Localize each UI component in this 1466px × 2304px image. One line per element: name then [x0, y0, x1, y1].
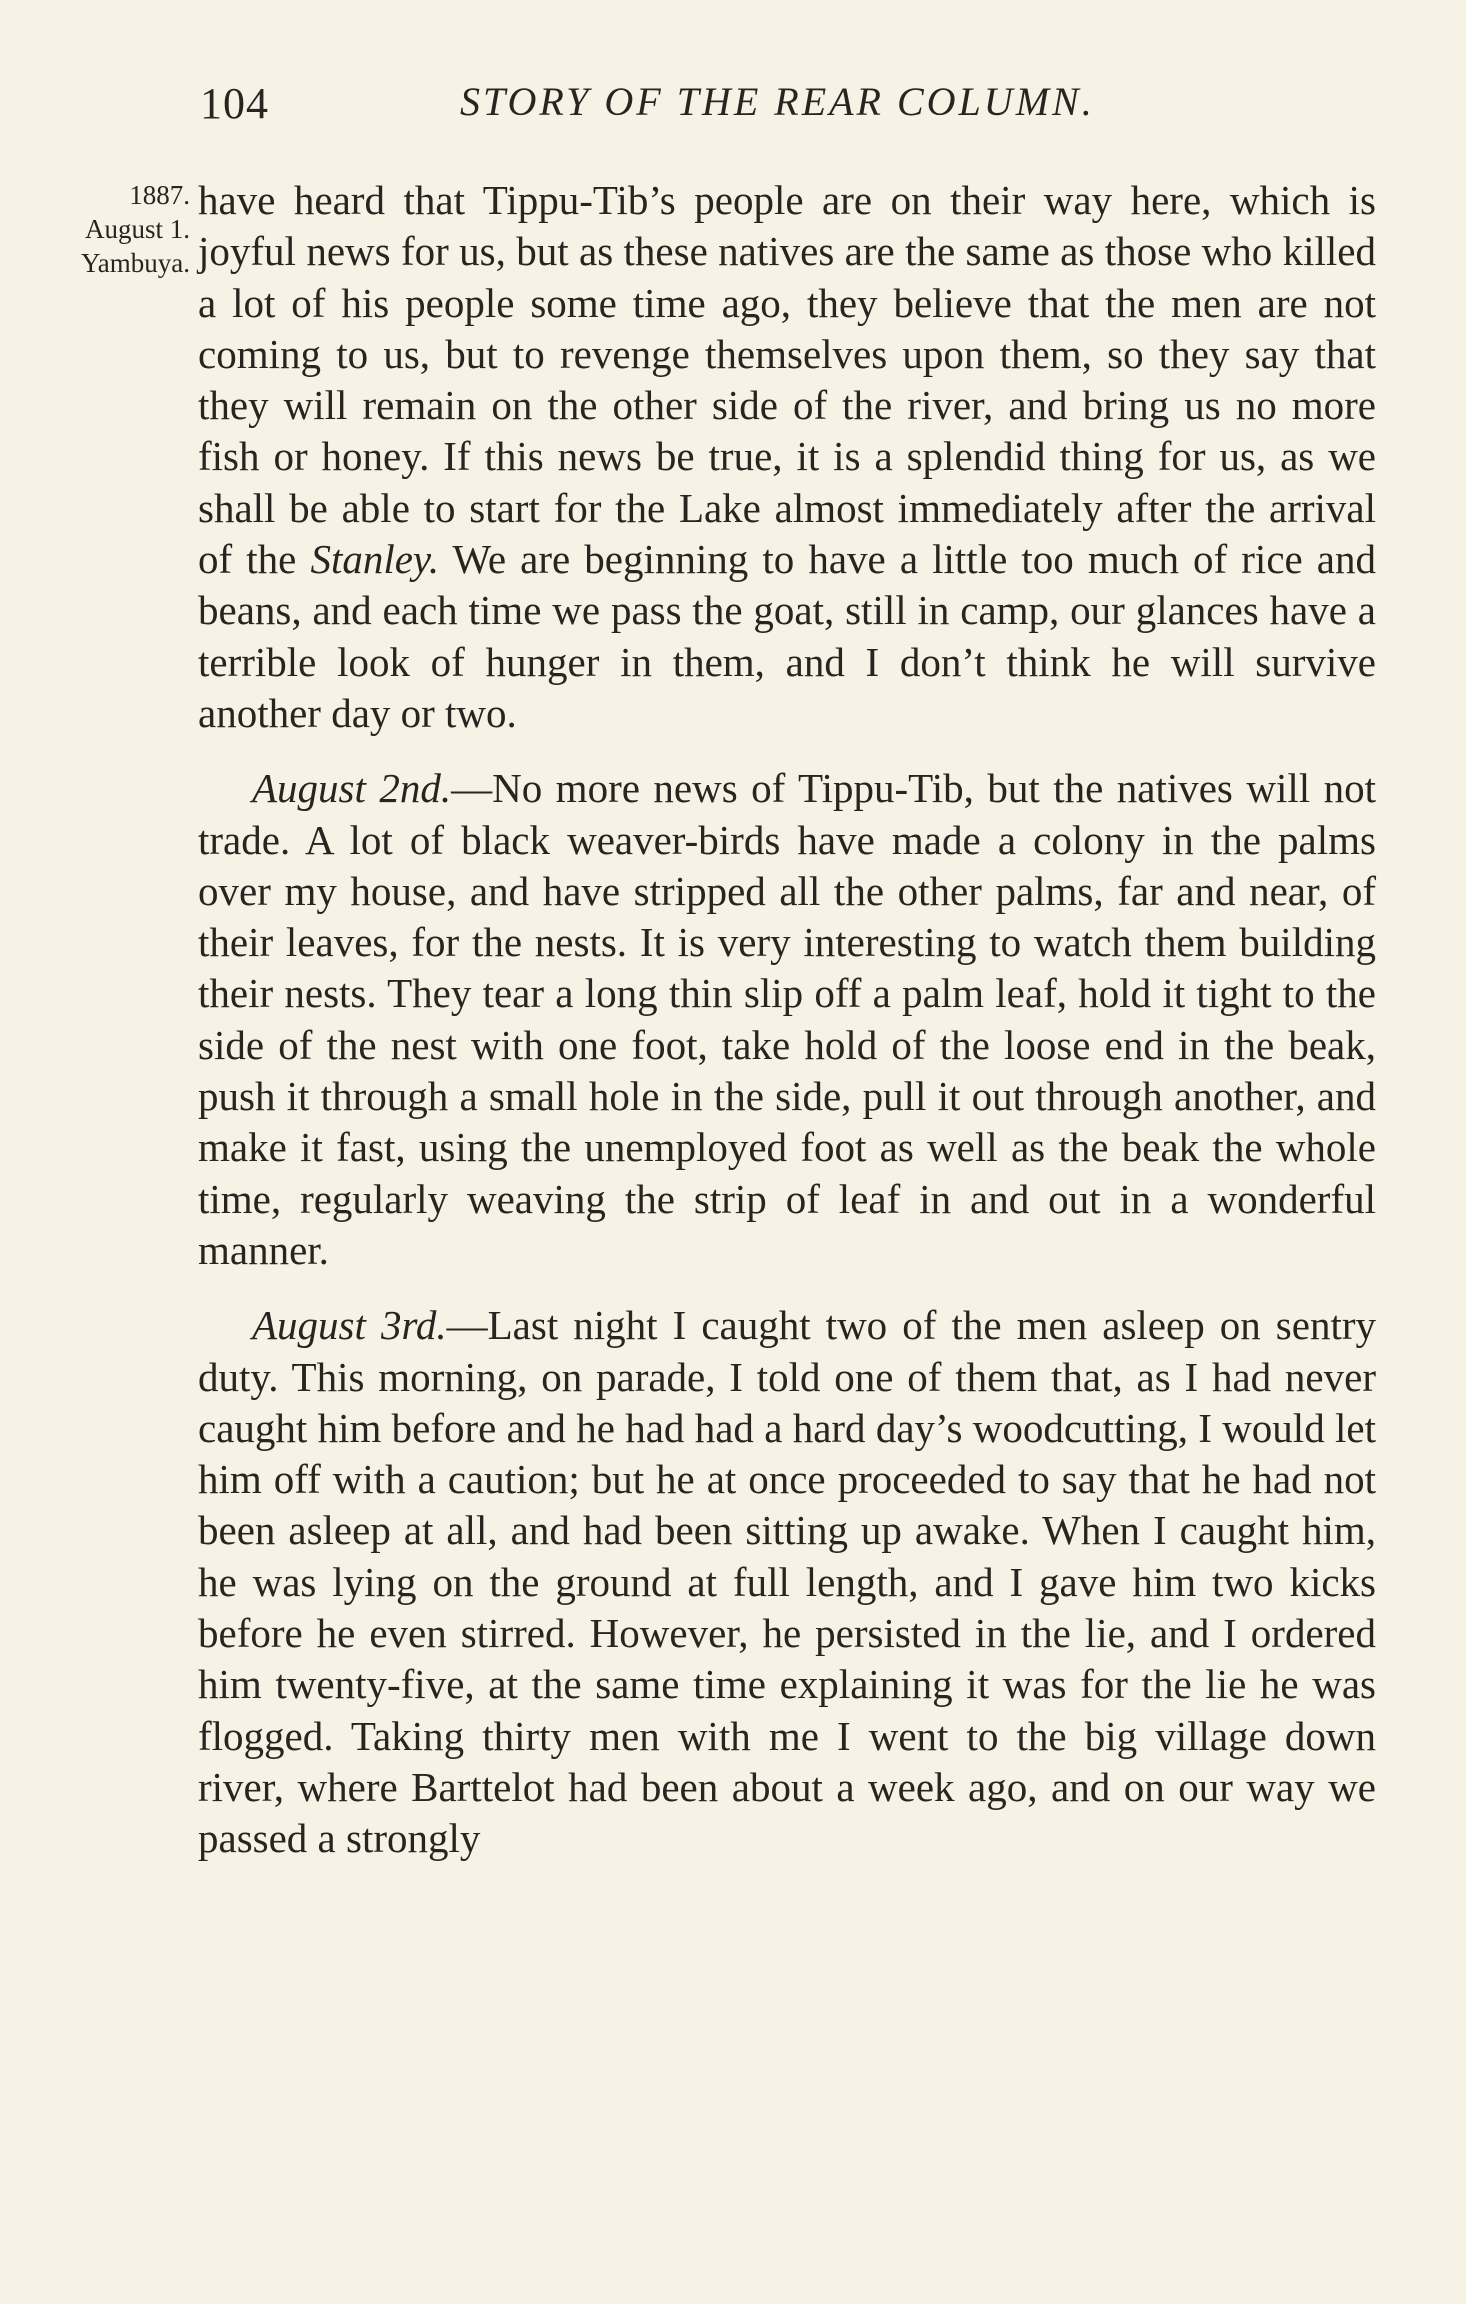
paragraph-1-text-after: We are beginning to have a little too much of rice and beans, and each time we pass the goat, still in camp, our glances have a terrible look of hunger in them, and I don’t think he will survive another day or two.	[198, 536, 1377, 736]
entry-date-august-3: August 3rd.	[252, 1302, 447, 1349]
body-text	[198, 175, 1376, 1865]
running-head	[200, 78, 1380, 138]
paragraph-3	[198, 1300, 1376, 1864]
entry-date-august-2: August 2nd.	[252, 765, 452, 812]
running-title: STORY OF THE REAR COLUMN.	[460, 79, 1095, 124]
paragraph-2-text: —No more news of Tippu-Tib, but the natives will not trade. A lot of black weaver-birds have made a colony in the palms over my house, and have stripped all the other palms, far and near, of their leaves, for the nests. It is very interesting to watch them building their nests. They tear a long thin slip off a palm leaf, hold it tight to the side of the nest with one foot, take hold of the loose end in the beak, push it through a small hole in the side, pull it out through another, and make it fast, using the unemployed foot as well as the beak the whole time, regularly weaving the strip of leaf in and out in a wonderful manner.	[198, 765, 1376, 1273]
page-number: 104	[200, 79, 269, 128]
margin-note-date: August 1.	[84, 214, 190, 244]
paragraph-1-text: have heard that Tippu-Tib’s people are on their way here, which is joyful news for us, but as these natives are the same as those who killed a lot of his people some time ago, they believe that the men are not coming to us, but to revenge themselves upon them, so they say that they will remain on the other side of the river, and bring us no more fish or honey. If this news be true, it is a splendid thing for us, as we shall be able to start for the Lake almost immediately after the arrival of the	[198, 177, 1376, 583]
margin-note	[0, 178, 190, 280]
paragraph-3-text: —Last night I caught two of the men asleep on sentry duty. This morning, on parade, I told one of them that, as I had never caught him before and he had had a hard day’s woodcutting, I would let him off with a caution; but he at once proceeded to say that he had not been asleep at all, and had been sitting up awake. When I caught him, he was lying on the ground at full length, and I gave him two kicks before he even stirred. However, he persisted in the lie, and I ordered him twenty-five, at the same time explaining it was for the lie he was flogged. Taking thirty men with me I went to the big village down river, where Barttelot had been about a week ago, and on our way we passed a strongly	[198, 1302, 1377, 1862]
margin-note-place: Yambuya.	[80, 248, 190, 278]
paragraph-2	[198, 763, 1376, 1276]
margin-note-year: 1887.	[129, 180, 190, 210]
paragraph-1	[198, 175, 1376, 739]
ship-name: Stanley.	[310, 536, 440, 583]
